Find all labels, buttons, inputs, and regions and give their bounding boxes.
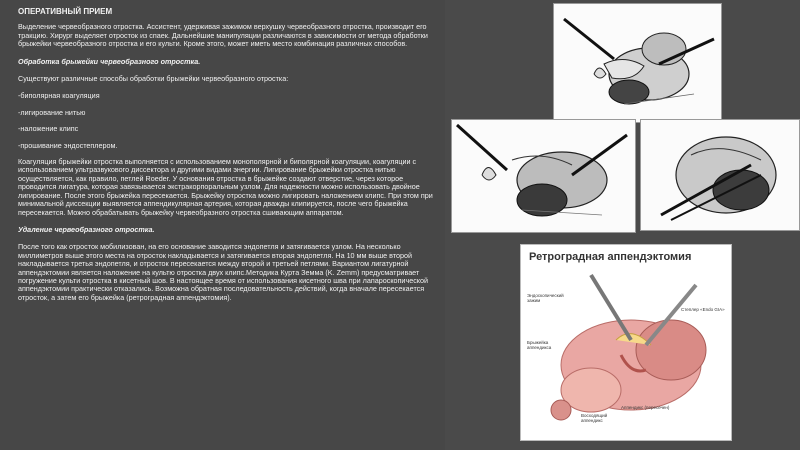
paragraph-removal: После того как отросток мобилизован, на его основание заводится эндопетля и затягивается узлом. На несколько миллиметров выше этого места на отросток накладывается и затягивается вторая эндопетля. На 10 мм выше второй накладывается третья эндопетля, и отросток пересекается между второй и третьей петлями. Вариантом лигатурной аппендэктомии является наложение на культю отростка двух клипс.Методика Курта Земма (K. Zemm) предусматривает погружение культи отростка в кисетный шов. В настоящее время от использования кисетного шва при лапароскопической аппендэктомии практически отказались. Возможна обратная последовательность действий, когда вначале пересекается отросток, а затем его брыжейка (ретроградная аппендэктомия). xyxy=(18,242,429,302)
list-item: -биполярная коагуляция xyxy=(18,91,100,101)
subheading-removal: Удаление червеобразного отростка. xyxy=(18,224,155,234)
text-content xyxy=(18,8,433,311)
paragraph-coagulation: Коагуляция брыжейки отростка выполняется с использованием монополярной и биполярной коагуляции, коагуляции с использованием ультразвукового диссектора и другими видами энергии. Лигирование брыжейки отростка нитью осуществляется, как правило, петлей Roeder. У основания отростка в брыжейке создают отверстие, через которое проводится лигатура, которая завязывается экстракорпоральным узлом. Для надежности можно использовать двойное лигирование. После этого брыжейка пересекается. Брыжейку отростка можно лигировать наложением клипс. При этом при минимальной диссекции выявляется аппендикулярная артерия, которая дважды клипируется, после чего брыжейка пересекается. Можно обрабатывать брыжейку червеобразного отростка сшивающим аппаратом. xyxy=(18,157,433,217)
paragraph-methods: Существуют различные способы обработки брыжейки червеобразного отростка: xyxy=(18,74,289,84)
illustration-3 xyxy=(640,119,800,231)
label-endo-clamp: Эндоскопический зажим xyxy=(527,293,564,303)
label-stapler: Степлер «Endo GIA» xyxy=(681,307,725,312)
list-item: -прошивание эндостеплером. xyxy=(18,140,118,150)
retrograde-appendectomy-figure xyxy=(520,244,732,441)
illustration-1 xyxy=(553,3,722,123)
paragraph-intro: Выделение червеобразного отростка. Ассистент, удерживая зажимом верхушку червеобразного отростка, производит его тракцию. Хирург выделяет отросток из спаек. Дальнейшие манипуляции различаются в зависимости от метода обработки брыжейки червеобразного отростка и его культи. Кроме этого, может иметь место комбинация различных способов. xyxy=(18,22,428,49)
section-heading: ОПЕРАТИВНЫЙ ПРИЕМ xyxy=(18,7,113,16)
label-ascending: Восходящий аппендикс xyxy=(581,413,608,423)
illustration-2 xyxy=(451,119,636,233)
list-item: -лигирование нитью xyxy=(18,107,86,117)
figure-title: Ретроградная аппендэктомия xyxy=(529,251,692,263)
list-item: -наложение клипс xyxy=(18,124,79,134)
label-appendix: Аппендикс (пересечен) xyxy=(621,405,670,410)
subheading-mesentery: Обработка брыжейки червеобразного отростка. xyxy=(18,56,201,66)
label-mesentery: Брыжейка аппендикса xyxy=(527,340,552,350)
